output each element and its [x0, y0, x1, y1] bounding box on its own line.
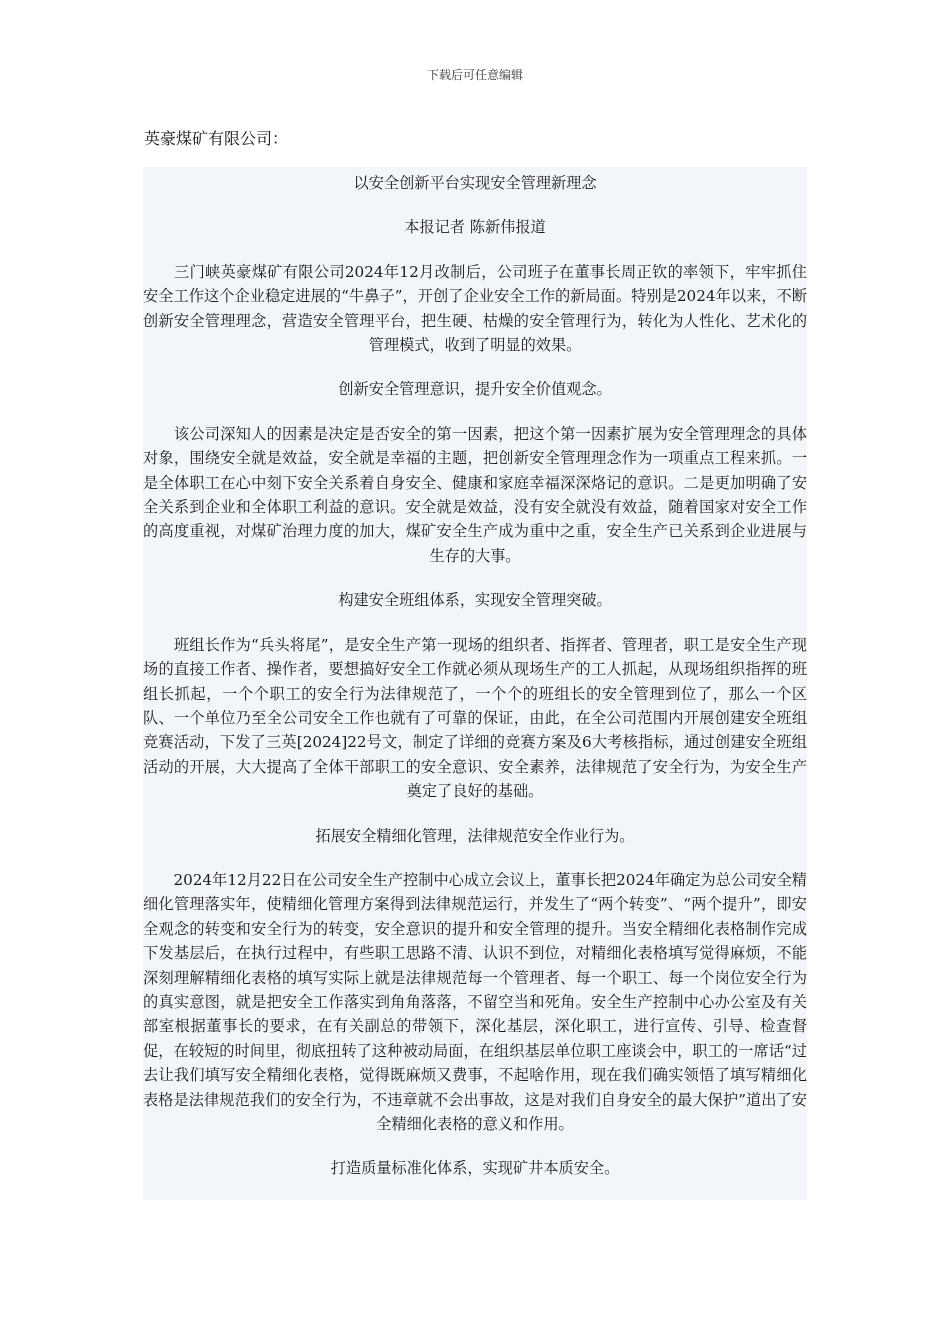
section-paragraph-2: 班组长作为“兵头将尾”，是安全生产第一现场的组织者、指挥者、管理者，职工是安全生产现场的直接工作者、操作者，要想搞好安全工作就必须从现场生产的工人抓起，从现场组织指挥的班组长抓起，一个个职工的安全行为法律规范了，一个个的班组长的安全管理到位了，那么一个区队、一个单位乃至全公司安全工作也就有了可靠的保证，由此，在全公司范围内开展创建安全班组竞赛活动，下发了三英[2024]22号文，制定了详细的竞赛方案及6大考核指标，通过创建安全班组活动的开展，大大提高了全体干部职工的安全意识、安全素养，法律规范了安全行为，为安全生产奠定了良好的基础。: [143, 635, 807, 801]
section-heading-3: 拓展安全精细化管理，法律规范安全作业行为。: [315, 826, 635, 845]
article-title: 以安全创新平台实现安全管理新理念: [353, 174, 597, 192]
section-heading-2: 构建安全班组体系，实现安全管理突破。: [338, 591, 612, 610]
article-body: [143, 167, 807, 1200]
page-header: 下载后可任意编辑: [426, 68, 523, 82]
addressee: 英豪煤矿有限公司：: [144, 129, 289, 148]
section-paragraph-3: 2024年12月22日在公司安全生产控制中心成立会议上，董事长把2024年确定为总公司安全精细化管理落实年，使精细化管理方案得到法律规范运行，并发生了“两个转变”、“两个提升”，即安全观念的转变和安全行为的转变，安全意识的提升和安全管理的提升。当安全精细化表格制作完成下发基层后，在执行过程中，有些职工思路不清、认识不到位，对精细化表格填写觉得麻烦，不能深刻理解精细化表格的填写实际上就是法律规范每一个管理者、每一个职工、每一个岗位安全行为的真实意图，就是把安全工作落实到角角落落，不留空当和死角。安全生产控制中心办公室及有关部室根据董事长的要求，在有关副总的带领下，深化基层，深化职工，进行宣传、引导、检查督促，在较短的时间里，彻底扭转了这种被动局面，在组织基层单位职工座谈会中，职工的一席话“过去让我们填写安全精细化表格，觉得既麻烦又费事，不起啥作用，现在我们确实领悟了填写精细化表格是法律规范我们的安全行为，不违章就不会出事故，这是对我们自身安全的最大保护”道出了安全精细化表格的意义和作用。: [143, 870, 807, 1133]
section-heading-1: 创新安全管理意识，提升安全价值观念。: [338, 380, 612, 399]
intro-paragraph: 三门峡英豪煤矿有限公司2024年12月改制后，公司班子在董事长周正钦的率领下，牢牢抓住安全工作这个企业稳定进展的“牛鼻子”，开创了企业安全工作的新局面。特别是2024年以来，不断创新安全管理理念，营造安全管理平台，把生硬、枯燥的安全管理行为，转化为人性化、艺术化的管理模式，收到了明显的效果。: [143, 262, 807, 355]
section-heading-4: 打造质量标准化体系，实现矿井本质安全。: [330, 1159, 620, 1178]
section-paragraph-1: 该公司深知人的因素是决定是否安全的第一因素，把这个第一因素扩展为安全管理理念的具体对象，围绕安全就是效益，安全就是幸福的主题，把创新安全管理理念作为一项重点工程来抓。一是全体职工在心中刻下安全关系着自身安全、健康和家庭幸福深深烙记的意识。二是更加明确了安全关系到企业和全体职工利益的意识。安全就是效益，没有安全就没有效益，随着国家对安全工作的高度重视，对煤矿治理力度的加大，煤矿安全生产成为重中之重，安全生产已关系到企业进展与生存的大事。: [143, 424, 807, 565]
article-byline: 本报记者 陈新伟报道: [404, 218, 546, 237]
